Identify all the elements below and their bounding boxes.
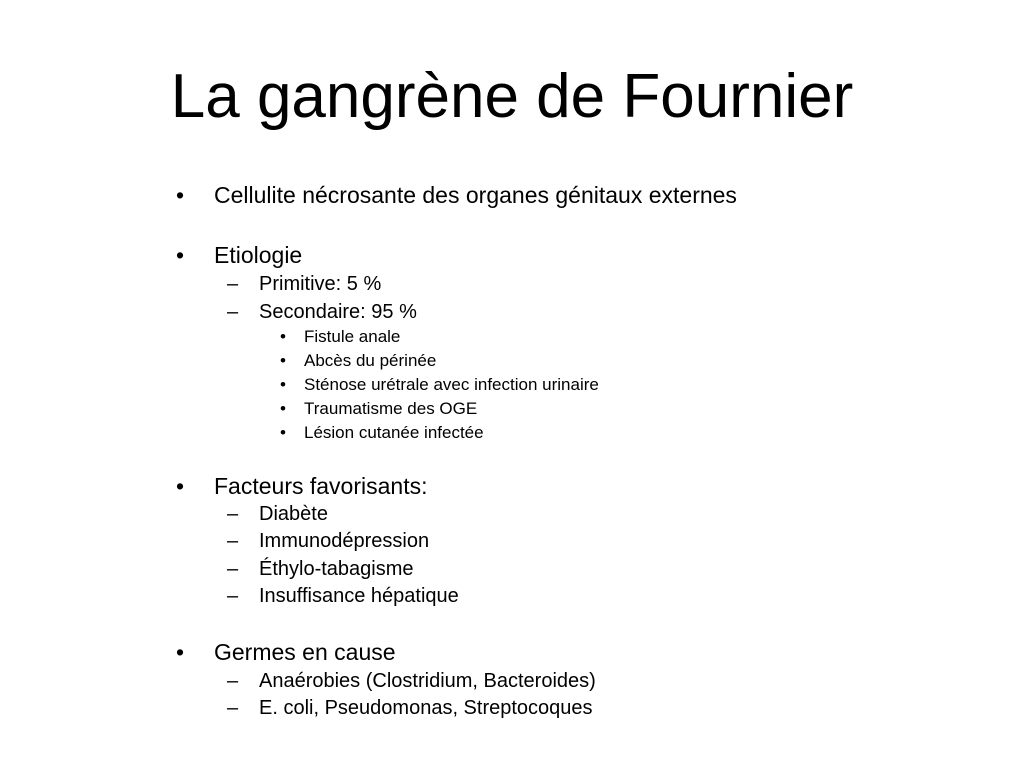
sub-sub-item: Traumatisme des OGE bbox=[304, 399, 478, 418]
sub-item: Éthylo-tabagisme bbox=[259, 558, 414, 580]
sub-sub-item: Abcès du périnée bbox=[304, 351, 437, 370]
sub-sub-item: Fistule anale bbox=[304, 327, 401, 346]
sub-sub-item: Lésion cutanée infectée bbox=[304, 423, 484, 442]
sub-item: Anaérobies (Clostridium, Bacteroides) bbox=[259, 670, 596, 692]
dash-marker: – bbox=[227, 697, 239, 719]
bullet-marker: • bbox=[176, 182, 185, 208]
sub-item: Diabète bbox=[259, 503, 328, 525]
dash-marker: – bbox=[227, 585, 239, 607]
sub-item: E. coli, Pseudomonas, Streptocoques bbox=[259, 697, 593, 719]
bullet-marker: • bbox=[176, 242, 185, 268]
bullet-marker: • bbox=[280, 423, 286, 442]
slide-title: La gangrène de Fournier bbox=[170, 62, 854, 131]
dash-marker: – bbox=[227, 301, 239, 323]
sub-item-secondaire: Secondaire: 95 % bbox=[259, 301, 417, 323]
bullet-marker: • bbox=[280, 351, 286, 370]
sub-item-primitive: Primitive: 5 % bbox=[259, 273, 382, 295]
bullet-marker: • bbox=[280, 327, 286, 346]
bullet-marker: • bbox=[280, 399, 286, 418]
bullet-marker: • bbox=[280, 375, 286, 394]
sub-item: Insuffisance hépatique bbox=[259, 585, 459, 607]
sub-item: Immunodépression bbox=[259, 530, 430, 552]
sub-sub-item: Sténose urétrale avec infection urinaire bbox=[304, 375, 599, 394]
bullet-marker: • bbox=[176, 473, 185, 499]
bullet-etiologie: Etiologie bbox=[214, 242, 303, 268]
dash-marker: – bbox=[227, 503, 239, 525]
dash-marker: – bbox=[227, 558, 239, 580]
dash-marker: – bbox=[227, 273, 239, 295]
dash-marker: – bbox=[227, 530, 239, 552]
bullet-facteurs: Facteurs favorisants: bbox=[214, 473, 428, 499]
dash-marker: – bbox=[227, 670, 239, 692]
bullet-germes: Germes en cause bbox=[214, 639, 396, 665]
bullet-marker: • bbox=[176, 639, 185, 665]
bullet-cellulite: Cellulite nécrosante des organes génitaux externes bbox=[214, 182, 737, 208]
